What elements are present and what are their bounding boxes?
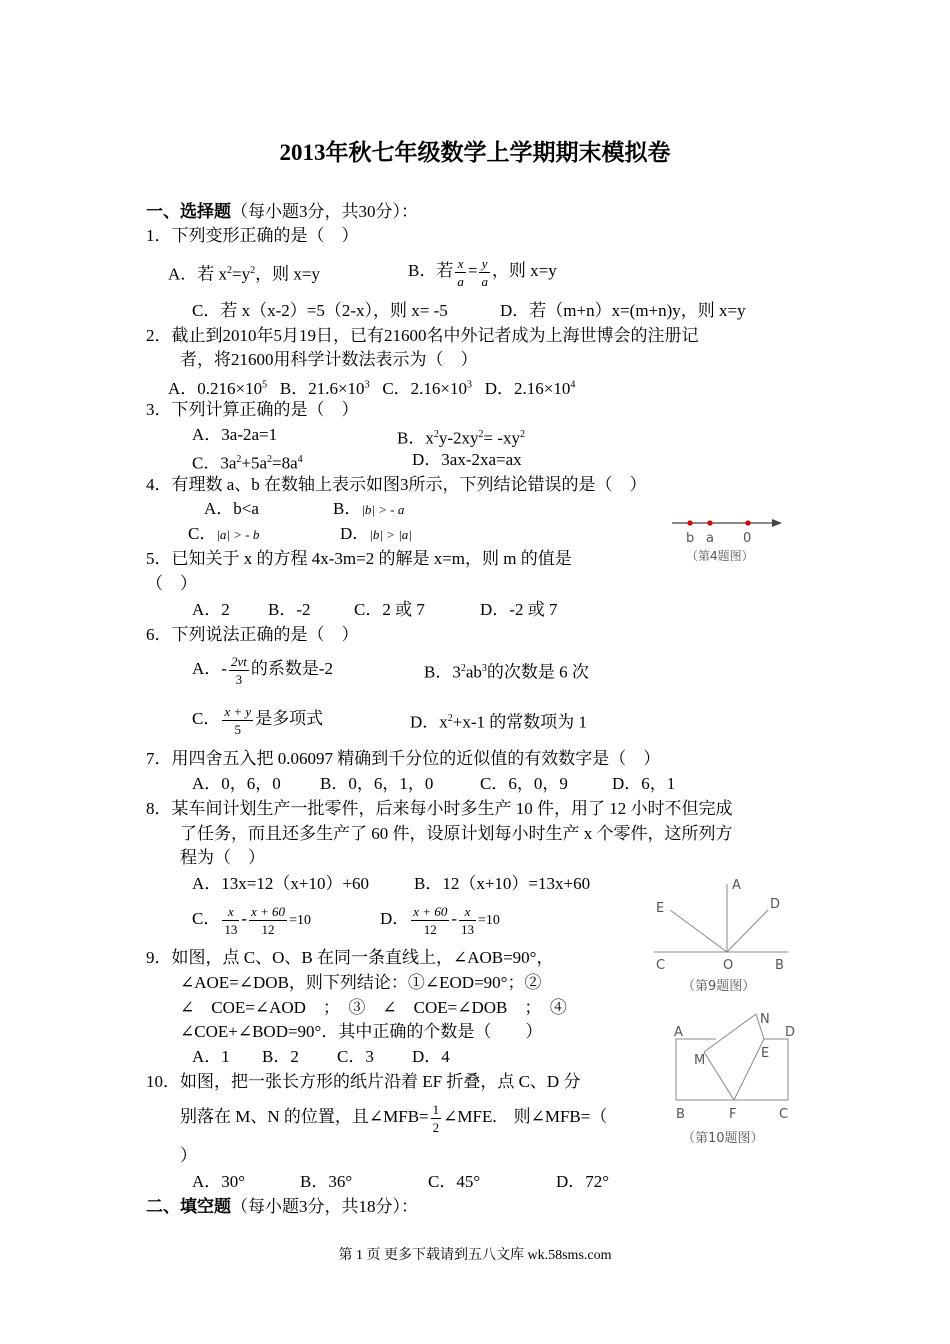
q7-option-d: D．6，1 <box>612 774 676 793</box>
q9-fig-label-e: E <box>656 901 665 916</box>
q8-c-fraction-1: $\frac{x}{13}$ <box>224 903 238 937</box>
section-2-heading <box>146 1196 418 1218</box>
q10-option-b: B．36° <box>300 1172 353 1191</box>
q10-fold-figure <box>668 1006 808 1154</box>
q4-option-d: D．|b| > |a| <box>340 524 412 543</box>
q8-d-fraction-2: $\frac{x}{13}$ <box>461 903 474 937</box>
q8-stem-line2: 了任务，而且还多生产了 60 件，设原计划每小时生产 x 个零件，这所列方 <box>180 824 733 843</box>
q10-option-a: A．30° <box>192 1172 246 1191</box>
q10-fig-label-f: F <box>729 1107 737 1122</box>
section-2-label: 二、填空题 <box>146 1197 231 1216</box>
q9-stem-line1: 9．如图，点 C、O、B 在同一条直线上，∠AOB=90°， <box>146 948 554 967</box>
q9-option-b: B．2 <box>262 1047 299 1066</box>
q7-option-b: B．0，6，1，0 <box>320 774 434 793</box>
q8-option-d: D． $\frac{x + 60}{12}$ - $\frac{x}{13}$ =10 <box>380 903 500 937</box>
q1-option-c: C．若 x（x-2）=5（2-x），则 x= -5 <box>192 301 448 320</box>
q10-fig-label-m: M <box>694 1053 706 1068</box>
q10-half-fraction: $\frac{1}{2}$ <box>432 1101 440 1135</box>
q9-option-a: A．1 <box>192 1047 230 1066</box>
q10-option-c: C．45° <box>428 1172 481 1191</box>
q4-number-line-figure <box>668 510 788 568</box>
q1-option-d: D．若（m+n）x=(m+n)y，则 x=y <box>500 301 746 320</box>
q6-stem: 6．下列说法正确的是（ ） <box>146 625 359 644</box>
q1-option-a: A．若 $x^2=y^2$，则 x=y <box>168 264 320 284</box>
q3-option-c: C．$3a^2+5a^2=8a^4$ <box>192 453 303 473</box>
q8-option-a: A．13x=12（x+10）+60 <box>192 874 370 893</box>
section-1-note: （每小题3分，共30分）： <box>231 202 418 221</box>
q8-option-b: B．12（x+10）=13x+60 <box>414 874 591 893</box>
q10-fig-label-e: E <box>761 1046 770 1061</box>
q6-c-fraction: $\frac{x + y}{5}$ <box>224 703 252 737</box>
q6-option-d: D．$x^2+x-1$ 的常数项为 1 <box>410 712 588 732</box>
q9-fig-label-c: C <box>656 958 666 973</box>
q9-option-c: C．3 <box>337 1047 374 1066</box>
q9-stem-line4: ∠COE+∠BOD=90°．其中正确的个数是（ ） <box>180 1022 543 1041</box>
q3-option-b: B．$x^2y-2xy^2= -xy^2$ <box>397 428 526 448</box>
q10-stem-line2: 别落在 M、N 的位置，且∠MFB= $\frac{1}{2}$ ∠MFE. 则∠MFB=（ <box>180 1101 608 1135</box>
q10-fig-label-c: C <box>779 1107 789 1122</box>
q2-option-d: D．$2.16\times 10^4$ <box>484 378 576 398</box>
q3-option-d: D．3ax-2xa=ax <box>412 450 522 469</box>
section-2-note: （每小题3分，共18分）： <box>231 1197 418 1216</box>
q1-option-b: B．若 $\frac{x}{a}$ = $\frac{y}{a}$ ，则 x=y <box>408 255 557 289</box>
q10-stem-line3: ） <box>180 1146 197 1165</box>
q9-fig-label-d: D <box>770 897 781 912</box>
q3-stem: 3．下列计算正确的是（ ） <box>146 400 359 419</box>
q2-options <box>168 374 575 400</box>
q8-c-fraction-2: $\frac{x + 60}{12}$ <box>251 903 286 937</box>
q10-stem-line1: 10．如图，把一张长方形的纸片沿着 EF 折叠，点 C、D 分 <box>146 1072 581 1091</box>
q3-option-a: A．3a-2a=1 <box>192 425 278 444</box>
q10-fig-caption: （第10题图） <box>682 1131 764 1146</box>
q4-option-a: A．b<a <box>204 499 259 518</box>
q6-a-fraction: $\frac{2vt}{3}$ <box>230 653 247 687</box>
q4-fig-caption: （第4题图） <box>686 549 754 563</box>
q6-option-c: C． $\frac{x + y}{5}$ 是多项式 <box>192 703 324 737</box>
q8-stem-line3: 程为（ ） <box>180 848 265 867</box>
q5-option-a: A．2 <box>192 600 230 619</box>
q4-option-c: C．|a| > - b <box>188 524 260 543</box>
q5-stem-line2: （ ） <box>146 574 197 593</box>
q10-fig-label-a: A <box>674 1025 683 1040</box>
q1-b-fraction-left: $\frac{x}{a}$ <box>457 255 464 289</box>
q7-option-a: A．0，6，0 <box>192 774 281 793</box>
q1-b-fraction-right: $\frac{y}{a}$ <box>481 255 488 289</box>
q8-stem-line1: 8．某车间计划生产一批零件，后来每小时多生产 10 件，用了 12 小时不但完成 <box>146 799 733 818</box>
q9-stem-line2: ∠AOE=∠DOB，则下列结论：①∠EOD=90°；② <box>180 973 542 992</box>
q9-fig-caption: （第9题图） <box>682 979 756 994</box>
q6-option-a: A．- $\frac{2vt}{3}$ 的系数是-2 <box>192 653 334 687</box>
q8-d-fraction-1: $\frac{x + 60}{12}$ <box>413 903 448 937</box>
q7-option-c: C．6，0，9 <box>480 774 568 793</box>
q4-fig-label-0: 0 <box>743 531 752 546</box>
page-footer: 第 1 页 更多下载请到五八文库 wk.58sms.com <box>338 1248 612 1263</box>
q5-option-d: D．-2 或 7 <box>480 600 558 619</box>
q4-fig-label-a: a <box>706 531 714 546</box>
q2-stem-line2: 者，将21600用科学计数法表示为（ ） <box>180 350 478 369</box>
page-title: 2013年秋七年级数学上学期期末模拟卷 <box>279 140 671 165</box>
q9-fig-label-a: A <box>732 878 741 893</box>
q5-option-b: B．-2 <box>268 600 311 619</box>
q9-option-d: D．4 <box>412 1047 450 1066</box>
q9-angle-figure <box>648 872 798 997</box>
q9-fig-label-o: O <box>723 958 734 973</box>
section-1-label: 一、选择题 <box>146 202 231 221</box>
q10-option-d: D．72° <box>556 1172 610 1191</box>
q2-option-b: B．$21.6\times 10^3$ <box>279 378 370 398</box>
q4-stem: 4．有理数 a、b 在数轴上表示如图3所示，下列结论错误的是（ ） <box>146 475 647 494</box>
q2-stem-line1: 2．截止到2010年5月19日，已有21600名中外记者成为上海世博会的注册记 <box>146 326 699 345</box>
q5-stem-line1: 5．已知关于 x 的方程 4x-3m=2 的解是 x=m，则 m 的值是 <box>146 549 572 568</box>
q7-stem: 7．用四舍五入把 0.06097 精确到千分位的近似值的有效数字是（ ） <box>146 749 661 768</box>
q2-option-c: C．$2.16\times 10^3$ <box>382 378 472 398</box>
q9-stem-line3: ∠ COE=∠AOD ； ③ ∠ COE=∠DOB ； ④ <box>180 998 567 1017</box>
q5-option-c: C．2 或 7 <box>354 600 425 619</box>
q10-fig-label-n: N <box>760 1012 770 1027</box>
q9-fig-label-b: B <box>775 958 784 973</box>
section-1-heading <box>146 201 418 223</box>
q4-fig-label-b: b <box>686 531 695 546</box>
q8-option-c: C． $\frac{x}{13}$ - $\frac{x + 60}{12}$ =10 <box>192 903 311 937</box>
q4-option-b: B．|b| > - a <box>333 499 405 518</box>
q2-option-a: A．$0.216\times 10^5$ <box>168 378 268 398</box>
q1-stem: 1．下列变形正确的是（ ） <box>146 226 359 245</box>
q6-option-b: B．$3^2ab^3$的次数是 6 次 <box>424 662 589 682</box>
q10-fig-label-d: D <box>785 1025 796 1040</box>
q10-fig-label-b: B <box>676 1107 685 1122</box>
